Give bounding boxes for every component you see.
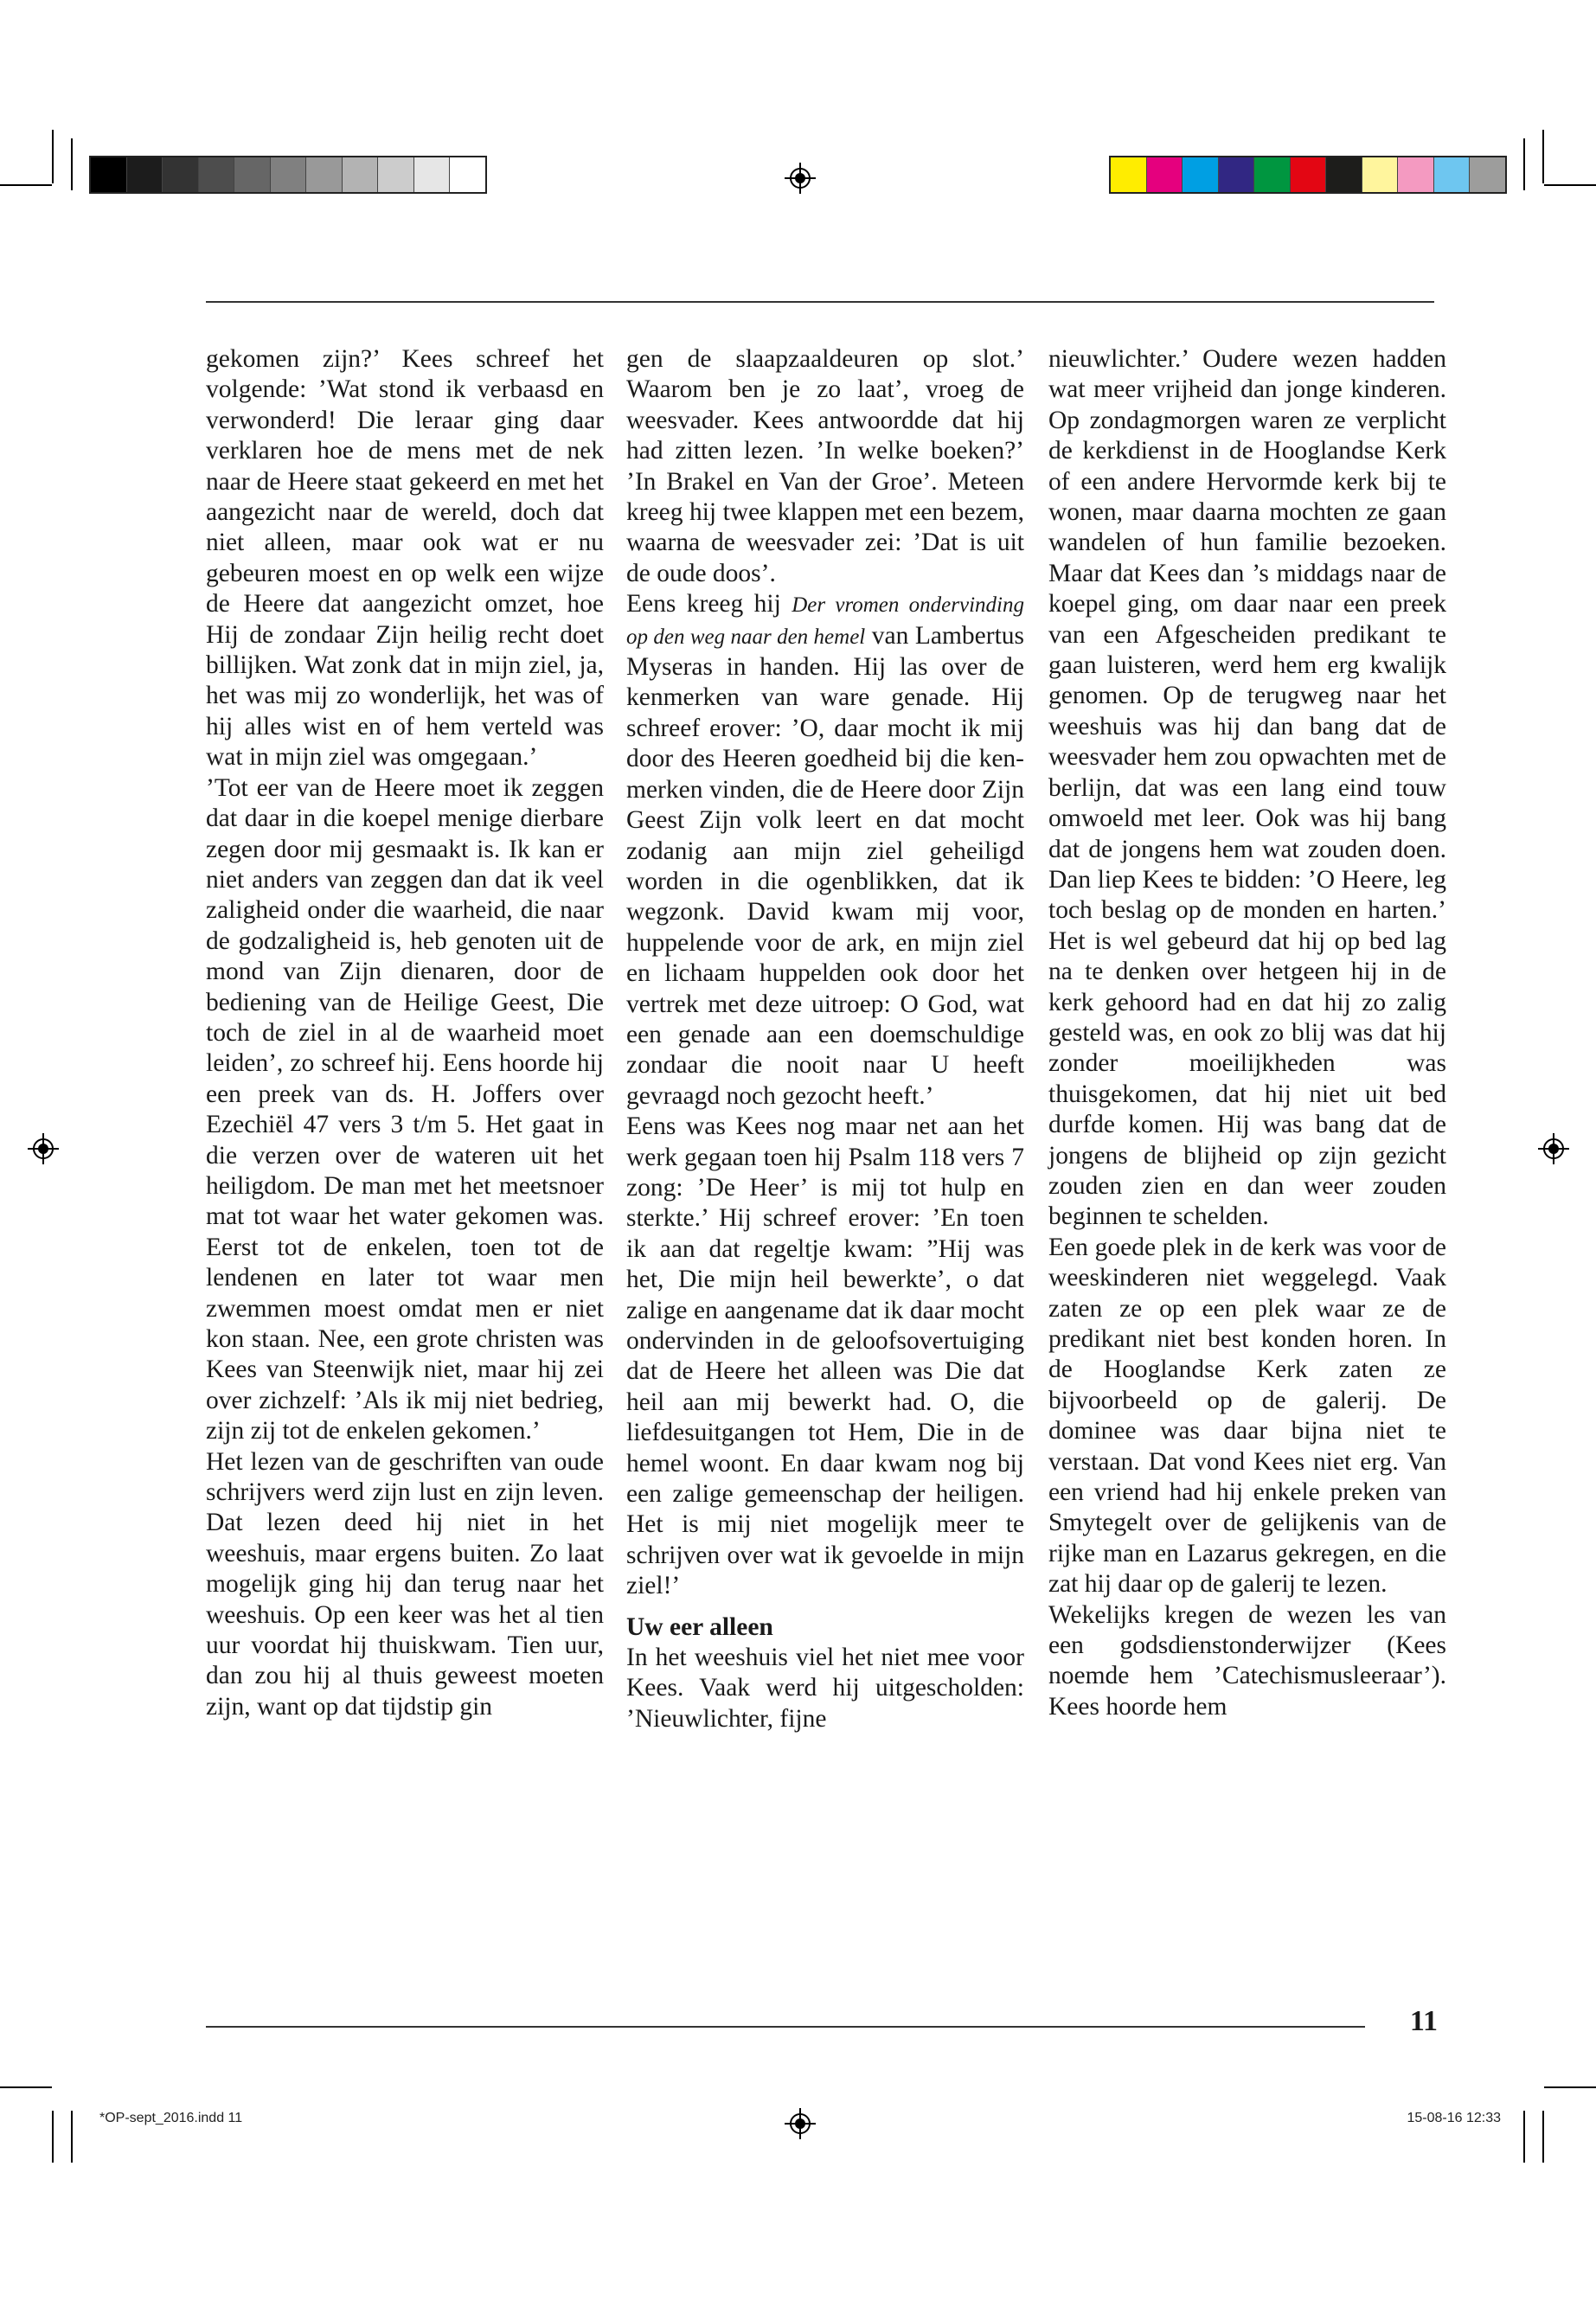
color-swatch: [1147, 157, 1183, 192]
crop-mark: [1523, 2111, 1525, 2163]
registration-target-icon: [785, 163, 816, 194]
text-column-2: [626, 344, 1024, 1734]
paragraph: ’Tot eer van de Heere moet ik zeggen dat daar in die koepel menige dierbare zegen door mij gesmaakt is. Ik kan er niet anders van zeggen dan dat ik veel zaligheid onder die waarheid, die naar de godzaligheid is, heb genoten uit de mond van Zijn dienaren, door de bediening van de Heilige Geest, Die toch de ziel in al de waarheid moet leiden’, zo schreef hij. Eens hoorde hij een preek van ds. H. Joffers over Ezechiël 47 vers 3 t/m 5. Het gaat in die verzen over de wateren uit het heiligdom. De man met het meetsnoer mat tot waar het water gekomen was. Eerst tot de enkelen, toen tot de lendenen en later tot waar men zwemmen moest omdat men er niet kon staan. Nee, een grote christen was Kees van Steenwijk niet, maar hij zei over zichzelf: ’Als ik mij niet bedrieg, zijn zij tot de enkelen gekomen.’: [206, 773, 604, 1445]
text-column-3: [1048, 344, 1446, 1722]
section-heading: Uw eer alleen: [626, 1612, 773, 1641]
paragraph-text: van Lambertus Myseras in handen. Hij las over de kenmerken van ware genade. Hij schreef erover: ’O, daar mocht ik mij door des Heeren goedheid bij die kenmerken vinden, die de Heere door Zijn Geest Zijn volk leert en dat mocht zodanig aan mijn ziel geheiligd worden in die ogenblikken, dat ik wegzonk. David kwam mij voor, huppelende voor de ark, en mijn ziel en lichaam huppelden ook door het vertrek met deze uitroep: O God, wat een genade aan een doemschuldige zondaar die nooit naar U heeft gevraagd noch gezocht heeft.’: [626, 621, 1024, 1110]
color-calibration-bar: [1109, 156, 1507, 194]
page-number: 11: [1409, 2005, 1438, 2037]
color-swatch: [1398, 157, 1434, 192]
gray-swatch: [91, 157, 127, 192]
crop-mark: [1544, 2086, 1596, 2088]
color-swatch: [1291, 157, 1327, 192]
crop-mark: [52, 2111, 54, 2163]
color-swatch: [1362, 157, 1399, 192]
color-swatch: [1111, 157, 1147, 192]
header-rule: [206, 301, 1434, 303]
crop-mark: [1542, 130, 1544, 183]
paragraph: Het lezen van de geschriften van oude schrijvers werd zijn lust en zijn leven. Dat lezen deed hij niet in het weeshuis, maar ergens buiten. Zo laat mogelijk ging hij dan terug naar het weeshuis. Op een keer was het al tien uur voordat hij thuiskwam. Tien uur, dan zou hij al thuis geweest moeten zijn, want op dat tijdstip gin: [206, 1447, 604, 1721]
paragraph: Wekelijks kregen de wezen les van een godsdienstonderwijzer (Kees noemde hem ’Catechismusleeraar’). Kees hoorde hem: [1048, 1600, 1446, 1721]
gray-swatch: [306, 157, 343, 192]
crop-mark: [0, 2086, 52, 2088]
registration-target-icon: [28, 1133, 59, 1164]
color-swatch: [1219, 157, 1255, 192]
color-swatch: [1254, 157, 1291, 192]
gray-swatch: [450, 157, 485, 192]
gray-swatch: [234, 157, 271, 192]
gray-swatch: [343, 157, 379, 192]
footer-rule: [206, 2026, 1365, 2028]
grayscale-calibration-bar: [89, 156, 487, 194]
book-title: Der vromen ondervinding op den weg naar den hemel: [626, 593, 1024, 649]
paragraph-text: Eens kreeg hij: [626, 590, 792, 619]
registration-target-icon: [785, 2108, 816, 2139]
color-swatch: [1183, 157, 1219, 192]
slug-file-name: *OP-sept_2016.indd 11: [99, 2111, 243, 2125]
paragraph: gekomen zijn?’ Kees schreef het volgende: ’Wat stond ik verbaasd en verwonderd! Die leraar ging daar verklaren hoe de mens met de nek naar de Heere staat gekeerd en met het aangezicht naar de wereld, doch dat niet alleen, maar ook wat er nu gebeuren moest en op welk een wijze de Heere dat aangezicht omzet, hoe Hij de zondaar Zijn heilig recht doet billijken. Wat zonk dat in mijn ziel, ja, het was mij zo wonderlijk, het was of hij alles wist en of hem verteld was wat in mijn ziel was omgegaan.’: [206, 345, 604, 772]
gray-swatch: [199, 157, 235, 192]
paragraph: In het weeshuis viel het niet mee voor Kees. Vaak werd hij uitgescholden: ’Nieuwlichter, fijne: [626, 1644, 1024, 1733]
crop-mark: [1523, 138, 1525, 190]
gray-swatch: [414, 157, 451, 192]
text-column-1: [206, 344, 604, 1722]
crop-mark: [0, 184, 52, 186]
gray-swatch: [127, 157, 163, 192]
color-swatch: [1326, 157, 1362, 192]
slug-date-time: 15-08-16 12:33: [1407, 2111, 1501, 2125]
crop-mark: [1544, 184, 1596, 186]
paragraph: Een goede plek in de kerk was voor de weeskinderen niet weggelegd. Vaak zaten ze op een plek waar ze de predikant niet best konden horen. In de Hooglandse Kerk zaten ze bijvoorbeeld op de galerij. De dominee was daar bijna niet te verstaan. Dat vond Kees niet erg. Van een vriend had hij enkele preken van Smytegelt over de gelijkenis van de rijke man en Lazarus gekregen, en die zat hij daar op de galerij te lezen.: [1048, 1233, 1446, 1599]
color-swatch: [1470, 157, 1505, 192]
paragraph: [626, 589, 1024, 1112]
paragraph: nieuwlichter.’ Oudere wezen hadden wat meer vrijheid dan jonge kinderen. Op zondagmorgen waren ze verplicht de kerkdienst in de Hooglandse Kerk of een andere Hervormde kerk bij te wonen, maar daarna mochten ze gaan wandelen of hun familie bezoeken. Maar dat Kees dan ’s middags naar de koepel ging, om daar naar een preek van een Afgescheiden predikant te gaan luisteren, werd hem erg kwalijk genomen. Op de terugweg naar het weeshuis was hij dan bang dat de weesvader hem zou opwachten met de berlijn, dat was een lang eind touw omwoeld met leer. Ook was hij bang dat de jongens hem wat zouden doen. Dan liep Kees te bidden: ’O Heere, leg toch beslag op de monden en harten.’ Het is wel gebeurd dat hij op bed lag na te denken over hetgeen hij in de kerk gehoord had en dat hij zo zalig gesteld was, en ook zo blij was dat hij zonder moeilijkheden was thuisgekomen, dat hij niet uit bed durfde komen. Hij was bang dat de jongens de blijheid op zijn gezicht zouden zien en dan weer zouden beginnen te schelden.: [1048, 345, 1446, 1231]
paragraph: Eens was Kees nog maar net aan het werk gegaan toen hij Psalm 118 vers 7 zong: ’De Heer’ is mij tot hulp en sterkte.’ Hij schreef erover: ’En toen ik aan dat regeltje kwam: ”Hij was het, Die mijn heil bewerkte’, o dat zalige en aangename dat ik daar mocht ondervinden in de geloofsovertuiging dat de Heere het alleen was Die dat heil aan mij bewerkt had. O, die liefdesuitgangen tot Hem, Die in de hemel woont. En daar kwam nog bij een zalige gemeenschap der heiligen. Het is mij niet mogelijk meer te schrijven over wat ik gevoelde in mijn ziel!’: [626, 1112, 1024, 1600]
registration-target-icon: [1538, 1133, 1569, 1164]
gray-swatch: [163, 157, 199, 192]
crop-mark: [71, 2111, 73, 2163]
crop-mark: [52, 130, 54, 183]
color-swatch: [1434, 157, 1471, 192]
crop-mark: [1542, 2111, 1544, 2163]
gray-swatch: [271, 157, 307, 192]
crop-mark: [71, 138, 73, 190]
gray-swatch: [378, 157, 414, 192]
paragraph: gen de slaapzaaldeuren op slot.’ Waarom ben je zo laat’, vroeg de weesvader. Kees antwoordde dat hij had zitten lezen. ’In welke boeken?’ ’In Brakel en Van der Groe’. Meteen kreeg hij twee klappen met een bezem, waarna de weesvader zei: ’Dat is uit de oude doos’.: [626, 345, 1024, 587]
